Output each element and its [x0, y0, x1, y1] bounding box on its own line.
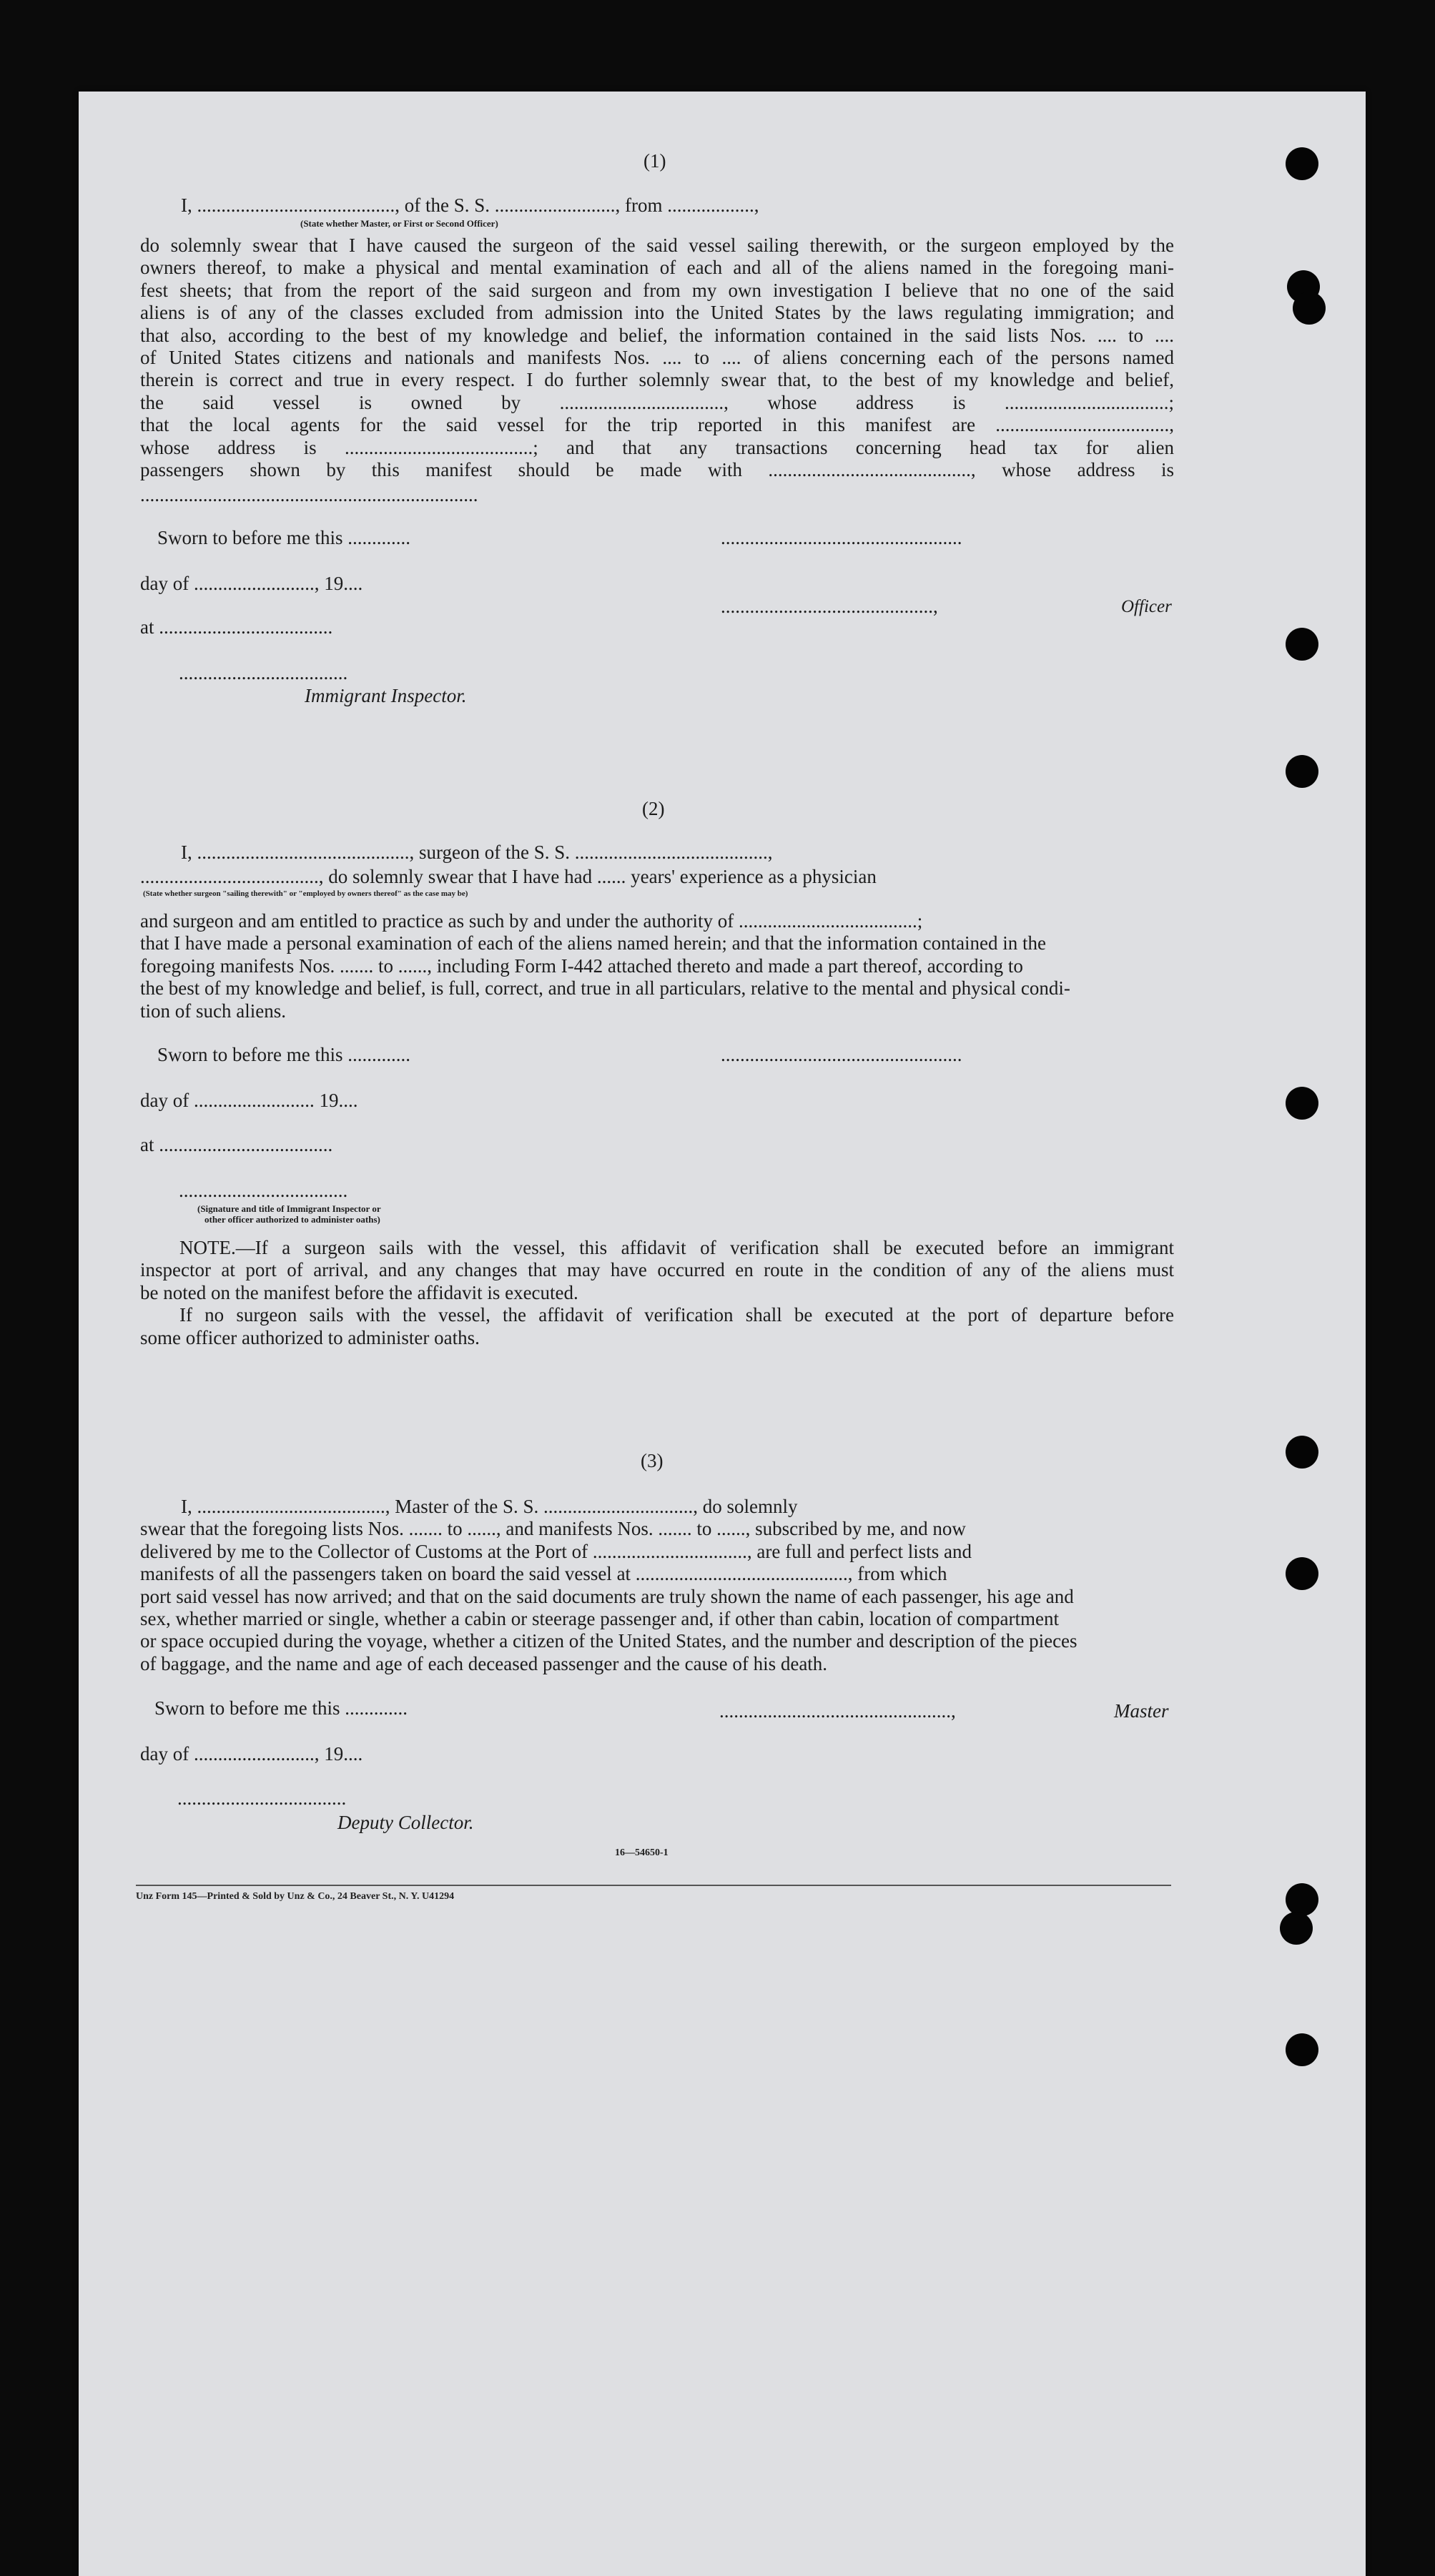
- note-line: NOTE.—If a surgeon sails with the vessel, this affidavit of verification shall be executed before an immigrant: [179, 1237, 1174, 1258]
- punch-hole-11: [1286, 2033, 1318, 2066]
- s3-body-line: swear that the foregoing lists Nos. ....... to ......, and manifests Nos. ....... to ......, subscribed by me, and now: [140, 1518, 966, 1540]
- section-2-line2: ....................................., do solemnly swear that I have had ...... years' experience as a physician: [140, 866, 877, 887]
- punch-hole-8: [1286, 1557, 1318, 1590]
- s1-body-line: owners thereof, to make a physical and mental examination of each and all of the aliens named in the foregoing mani-: [140, 257, 1174, 279]
- form-code: 16—54650-1: [615, 1847, 669, 1858]
- section-3-sworn: Sworn to before me this .............: [154, 1697, 408, 1719]
- section-2-at: at ....................................: [140, 1134, 333, 1155]
- note-line: be noted on the manifest before the affidavit is executed.: [140, 1281, 578, 1303]
- s2-body-line: foregoing manifests Nos. ....... to ......, including Form I-442 attached thereto and made a part thereof, according to: [140, 954, 1023, 977]
- punch-hole-10: [1280, 1912, 1313, 1945]
- s3-body-line: sex, whether married or single, whether a cabin or steerage passenger and, if other than cabin, location of compartment: [140, 1608, 1060, 1630]
- punch-hole-1: [1286, 147, 1318, 180]
- s3-body-line: or space occupied during the voyage, whether a citizen of the United States, and the number and description of the pieces: [140, 1630, 1078, 1652]
- section-2-inspector-sublabel-1: (Signature and title of Immigrant Inspector or: [197, 1203, 381, 1214]
- section-1-dots-line: ......................................................................: [140, 484, 478, 505]
- s3-body-line: port said vessel has now arrived; and that on the said documents are truly shown the name of each passenger, his age and: [140, 1585, 1074, 1607]
- section-2-note: [140, 1237, 1174, 1349]
- s1-body-line: that also, according to the best of my knowledge and belief, the information contained in the said lists Nos. .... to ....: [140, 324, 1174, 346]
- s1-body-line: of United States citizens and nationals and manifests Nos. .... to .... of aliens concerning each of the persons named: [140, 347, 1174, 369]
- s1-body-line: whose address is .......................................; and that any transactions concerning head tax for alien: [140, 436, 1174, 458]
- punch-hole-5: [1286, 755, 1318, 788]
- punch-hole-6: [1286, 1087, 1318, 1120]
- section-2-sworn: Sworn to before me this .............: [157, 1044, 410, 1065]
- section-2-sublabel: (State whether surgeon "sailing therewith" or "employed by owners thereof" as the case may be): [143, 889, 468, 898]
- section-1-sworn: Sworn to before me this .............: [157, 527, 410, 548]
- section-2-body: [140, 910, 1174, 1022]
- printer-footer: Unz Form 145—Printed & Sold by Unz & Co., 24 Beaver St., N. Y. U41294: [136, 1891, 455, 1902]
- s1-body-line: the said vessel is owned by .................................., whose address is ..................................;: [140, 391, 1174, 413]
- section-1-sublabel: (State whether Master, or First or Second Officer): [300, 218, 498, 229]
- s3-body-line: I, ......................................., Master of the S. S. ..............................., do solemnly: [181, 1496, 798, 1517]
- section-1-day: day of ........................., 19....: [140, 573, 363, 594]
- section-1-heading: (1): [643, 150, 666, 172]
- s2-body-line: the best of my knowledge and belief, is full, correct, and true in all particulars, relative to the mental and physical condi-: [140, 977, 1070, 1000]
- section-1-line1: I, ........................................., of the S. S. ........................., from ..................,: [181, 194, 759, 216]
- section-2-inspector-sublabel-2: other officer authorized to administer oaths): [204, 1214, 380, 1225]
- section-1-at: at ....................................: [140, 616, 333, 638]
- section-3-heading: (3): [641, 1450, 664, 1471]
- section-1-inspector-label: Immigrant Inspector.: [305, 685, 467, 706]
- section-3-master-dots: ................................................,: [719, 1700, 956, 1722]
- section-1-body: [140, 235, 1174, 481]
- s2-body-line: that I have made a personal examination of each of the aliens named herein; and that the information contained in the: [140, 932, 1047, 954]
- s1-body-line: fest sheets; that from the report of the said surgeon and from my own investigation I believe that no one of the said: [140, 279, 1174, 301]
- section-1-officer-label: Officer: [1121, 597, 1172, 616]
- s3-body-line: delivered by me to the Collector of Customs at the Port of ................................, are full and perfect lists and: [140, 1540, 972, 1562]
- note-line: If no surgeon sails with the vessel, the affidavit of verification shall be executed at the port of departure before: [179, 1304, 1174, 1326]
- s1-body-line: do solemnly swear that I have caused the surgeon of the said vessel sailing therewith, or the surgeon employed by the: [140, 235, 1174, 256]
- section-3-collector-dots: ...................................: [177, 1787, 347, 1809]
- s2-body-line: tion of such aliens.: [140, 1000, 286, 1022]
- s3-body-line: of baggage, and the name and age of each deceased passenger and the cause of his death.: [140, 1652, 828, 1674]
- footer-rule: [136, 1885, 1171, 1886]
- section-2-line1: I, ............................................, surgeon of the S. S. ........................................,: [181, 842, 773, 863]
- section-3-collector-label: Deputy Collector.: [337, 1812, 474, 1833]
- section-2-heading: (2): [642, 798, 665, 819]
- s1-body-line: that the local agents for the said vessel for the trip reported in this manifest are ....................................,: [140, 414, 1174, 436]
- section-3-master-label: Master: [1114, 1700, 1169, 1722]
- section-2-signature-dots: ..................................................: [721, 1044, 962, 1065]
- section-3-body: [140, 1496, 1174, 1675]
- section-1-officer-dots: ............................................,: [721, 596, 938, 617]
- section-1-signature-dots: ..................................................: [721, 527, 962, 548]
- note-line: some officer authorized to administer oaths.: [140, 1326, 480, 1348]
- s1-body-line: therein is correct and true in every respect. I do further solemnly swear that, to the best of my knowledge and belief,: [140, 369, 1174, 391]
- s1-body-line: passengers shown by this manifest should be made with .........................................., whose address is: [140, 459, 1174, 481]
- section-2-day: day of ......................... 19....: [140, 1090, 358, 1111]
- note-line: inspector at port of arrival, and any changes that may have occurred en route in the condition of any of the aliens must: [140, 1259, 1174, 1281]
- punch-hole-4: [1286, 628, 1318, 661]
- punch-hole-9: [1286, 1883, 1318, 1916]
- section-2-inspector-dots: ...................................: [179, 1180, 348, 1201]
- section-3-day: day of ........................., 19....: [140, 1743, 363, 1765]
- s3-body-line: manifests of all the passengers taken on board the said vessel at ............................................, from which: [140, 1563, 947, 1585]
- punch-hole-7: [1286, 1436, 1318, 1469]
- s2-body-line: and surgeon and am entitled to practice as such by and under the authority of .....................................;: [140, 910, 923, 932]
- s1-body-line: aliens is of any of the classes excluded from admission into the United States by the laws regulating immigration; and: [140, 302, 1174, 324]
- punch-hole-3: [1293, 292, 1326, 325]
- section-1-inspector-dots: ...................................: [179, 662, 348, 684]
